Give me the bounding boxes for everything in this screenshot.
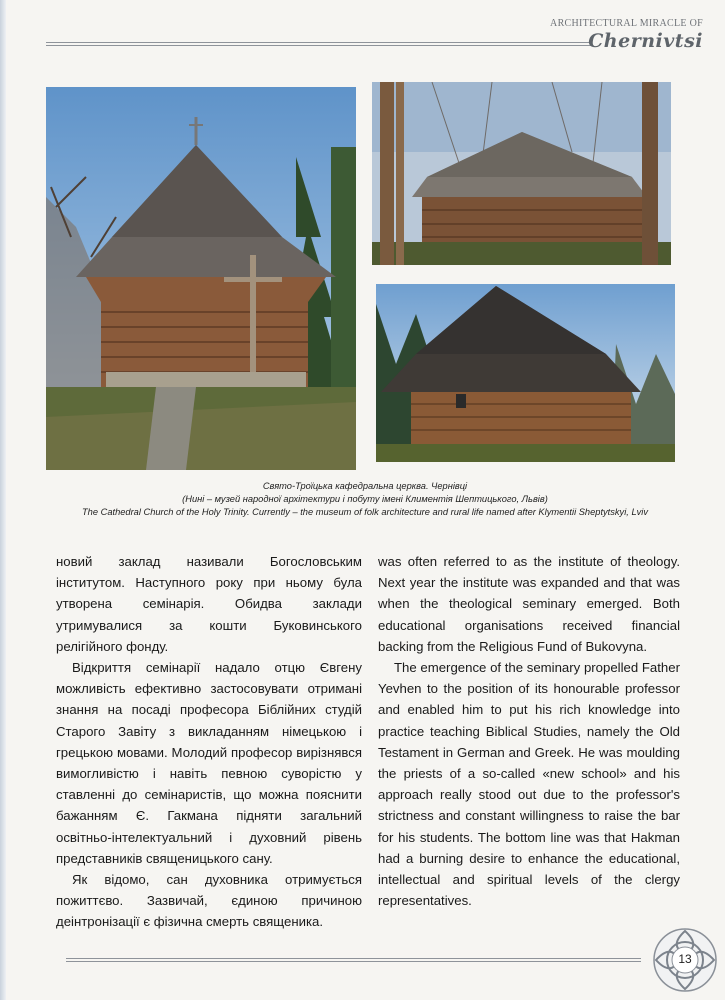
wooden-church-photo-icon <box>46 87 356 470</box>
text-column-ua <box>56 551 362 933</box>
paragraph-ua-1: новий заклад називали Богословським інститутом. Наступного року при ньому була утворена семінарія. Обидва заклади утримувалися за кошти Буковинського релігійного фонду. <box>56 554 362 654</box>
text-column-en <box>378 551 680 911</box>
caption-en: The Cathedral Church of the Holy Trinity. Currently – the museum of folk architecture and rural life named after Klymentii Sheptytskyi, Lviv <box>82 507 648 517</box>
paragraph-ua-3: Як відомо, сан духовника отримується пожиттєво. Зазвичай, єдиною причиною деінтронізації є фізична смерть священика. <box>56 872 362 930</box>
page-edge <box>0 0 6 1000</box>
caption-ua-title: Свято-Троїцька кафедральна церква. Чернівці <box>262 481 468 491</box>
paragraph-en-1: was often referred to as the institute of theology. Next year the institute was expanded and that was when the theological seminary emerged. Both educational organisations received financial backing from the Religious Fund of Bukovyna. <box>378 554 680 654</box>
main-church-photo <box>46 87 356 470</box>
caption-ua-subtitle: (Нині – музей народної архітектури і побуту імені Климентія Шептицького, Львів) <box>182 494 548 504</box>
wooden-church-photo-icon <box>376 284 675 462</box>
paragraph-ua-2: Відкриття семінарії надало отцю Євгену можливість ефективно застосовувати отримані знання на посаді професора Біблійних студій Старого Завіту з викладанням німецькою і грецькою мовами. Молодий професор вирізнявся вимогливістю і навіть певною суворістю у ставленні до семінаристів, що можна пояснити бажанням Є. Гакмана підняти загальний освітньо-інтелектуальний і духовний рівень представників священицького сану. <box>56 660 362 866</box>
forest-church-photo <box>372 82 671 265</box>
header-title: Chernivtsi <box>588 30 703 52</box>
side-church-photo <box>376 284 675 462</box>
wooden-church-photo-icon <box>372 82 671 265</box>
footer-rule <box>66 958 641 962</box>
header-rule <box>46 42 591 46</box>
header-kicker: ARCHITECTURAL MIRACLE OF <box>550 18 703 29</box>
paragraph-en-2: The emergence of the seminary propelled Father Yevhen to the position of its honourable professor and enabled him to put his rich knowledge into practice teaching Biblical Studies, namely the Old Testament in German and Greek. He was moulding the priests of a so-called «new school» and his approach really stood out due to the professor's strictness and constant willingness to raise the bar for his students. The bottom line was that Hakman had a burning desire to enhance the educational, intellectual and spiritual levels of the clergy representatives. <box>378 660 680 909</box>
page-number: 13 <box>678 952 692 966</box>
